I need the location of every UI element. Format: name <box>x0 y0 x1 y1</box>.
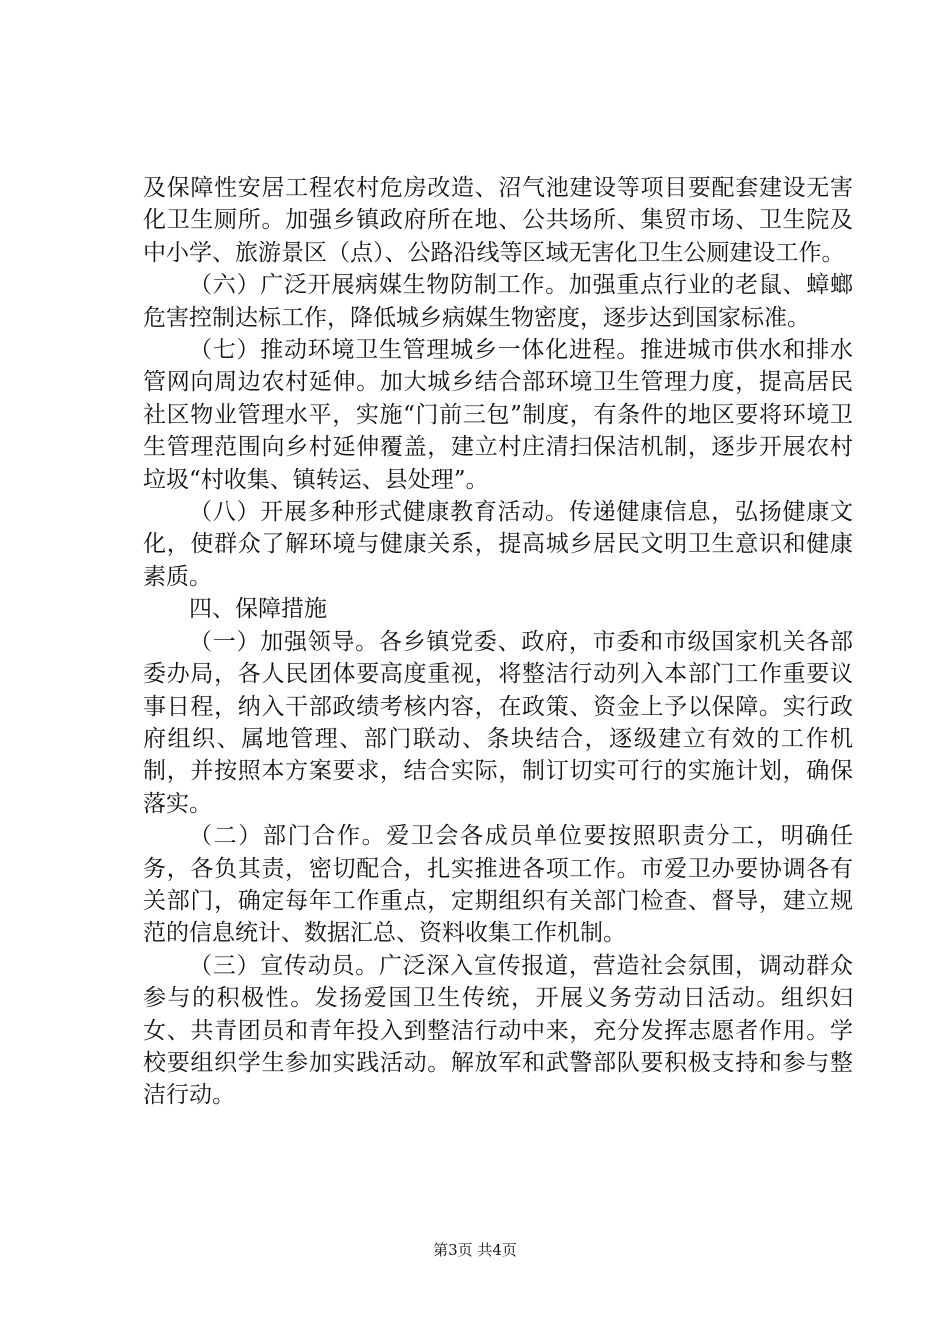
paragraph-safeguard-1: （一）加强领导。各乡镇党委、政府，市委和市级国家机关各部委办局，各人民团体要高度重视，将整洁行动列入本部门工作重要议事日程，纳入干部政绩考核内容，在政策、资金上予以保障。实行政府组织、属地管理、部门联动、条块结合，逐级建立有效的工作机制，并按照本方案要求，结合实际，制订切实可行的实施计划，确保落实。 <box>143 628 853 817</box>
paragraph-item-8: （八）开展多种形式健康教育活动。传递健康信息，弘扬健康文化，使群众了解环境与健康关系，提高城乡居民文明卫生意识和健康素质。 <box>143 499 853 590</box>
paragraph-safeguard-2: （二）部门合作。爱卫会各成员单位要按照职责分工，明确任务，各负其责，密切配合，扎实推进各项工作。市爱卫办要协调各有关部门，确定每年工作重点，定期组织有关部门检查、督导，建立规范的信息统计、数据汇总、资料收集工作机制。 <box>143 823 853 947</box>
paragraph-item-6: （六）广泛开展病媒生物防制工作。加强重点行业的老鼠、蟑螂危害控制达标工作，降低城乡病媒生物密度，逐步达到国家标准。 <box>143 272 853 331</box>
paragraph-safeguard-3: （三）宣传动员。广泛深入宣传报道，营造社会氛围，调动群众参与的积极性。发扬爱国卫生传统，开展义务劳动日活动。组织妇女、共青团员和青年投入到整洁行动中来，充分发挥志愿者作用。学校要组织学生参加实践活动。解放军和武警部队要积极支持和参与整洁行动。 <box>143 952 853 1109</box>
paragraph-item-7: （七）推动环境卫生管理城乡一体化进程。推进城市供水和排水管网向周边农村延伸。加大城乡结合部环境卫生管理力度，提高居民社区物业管理水平，实施“门前三包”制度，有条件的地区要将环境卫生管理范围向乡村延伸覆盖，建立村庄清扫保洁机制，逐步开展农村垃圾“村收集、镇转运、县处理”。 <box>143 337 853 493</box>
paragraph-continuation: 及保障性安居工程农村危房改造、沼气池建设等项目要配套建设无害化卫生厕所。加强乡镇政府所在地、公共场所、集贸市场、卫生院及中小学、旅游景区（点）、公路沿线等区域无害化卫生公厕建设工作。 <box>143 175 853 266</box>
page-footer: 第3页 共4页 <box>433 1241 517 1259</box>
document-body <box>143 172 853 1112</box>
section-heading-safeguards: 四、保障措施 <box>189 596 327 623</box>
